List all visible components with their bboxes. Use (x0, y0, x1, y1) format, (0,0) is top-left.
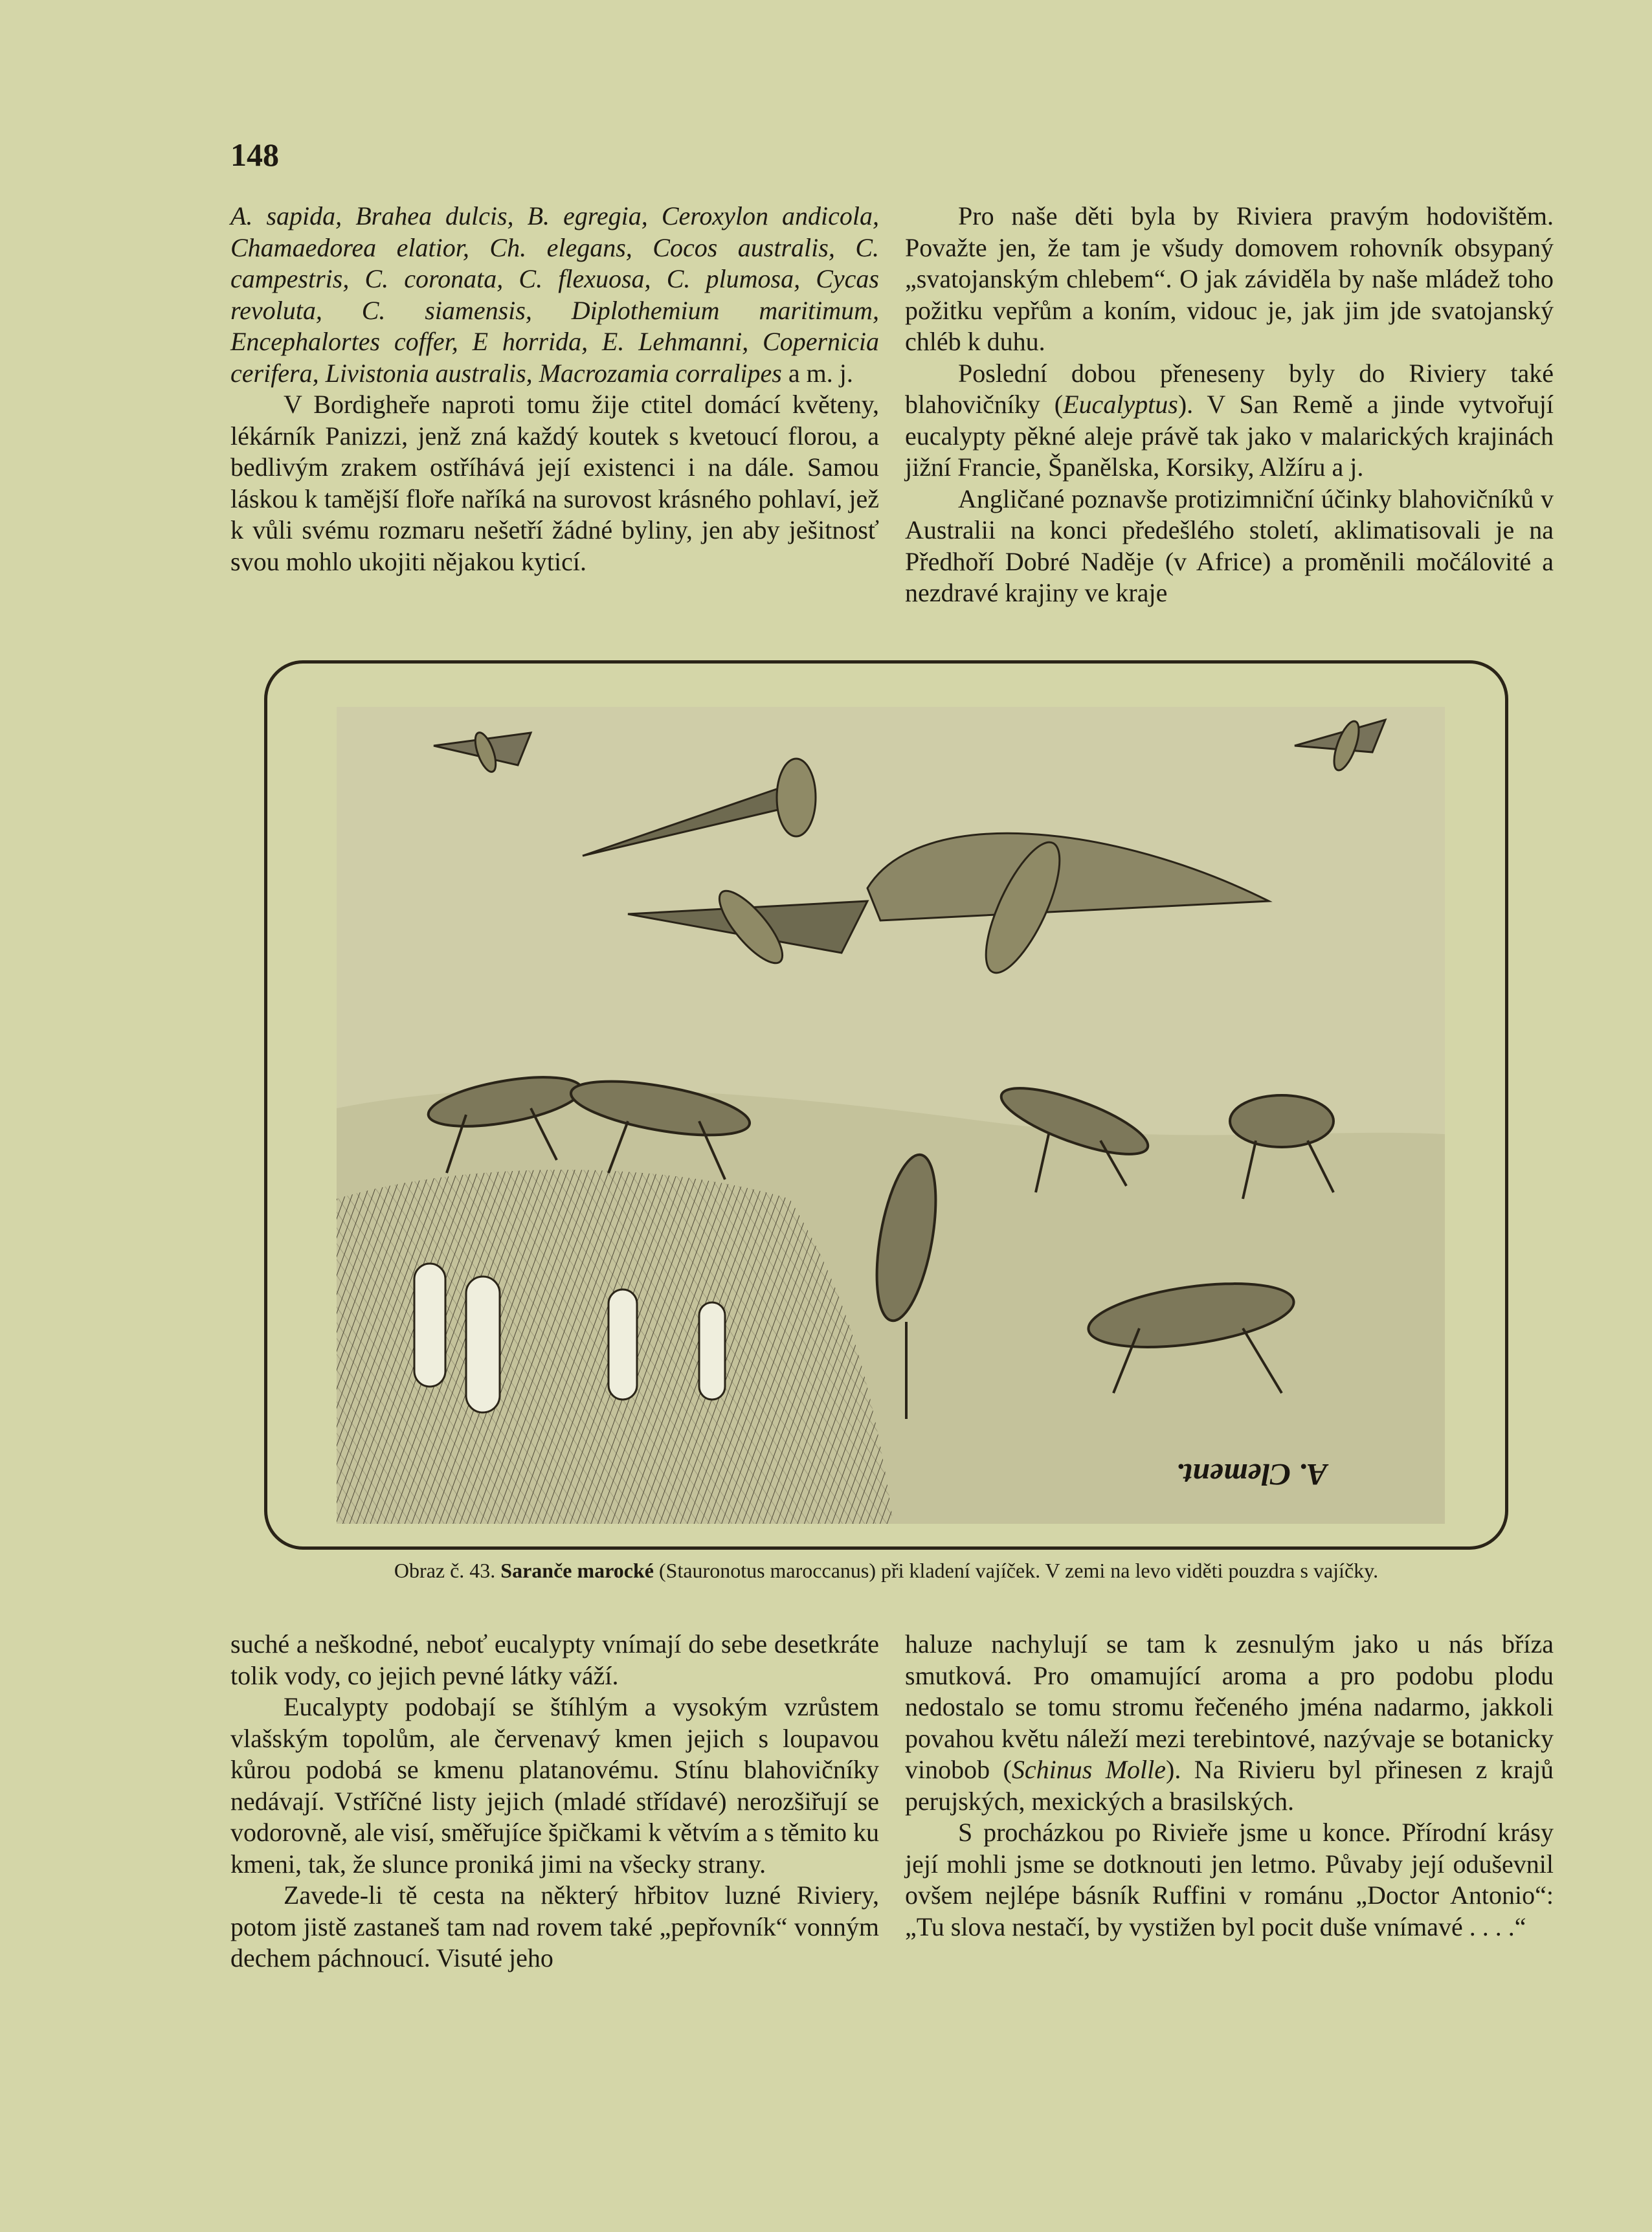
carob-paragraph: Pro naše děti byla by Riviera pravým hodovištěm. Považte jen, že tam je všudy domovem rohovník obsypaný „svatojanským chlebem“. O jak záviděla by naše mládež toho požitku vepřům a koním, vidouc je, jak jim jde svatojanský chléb k duhu. (905, 201, 1554, 356)
egg-pod-4 (699, 1302, 725, 1400)
locust-engraving (337, 707, 1445, 1524)
column-top-right (905, 201, 1554, 609)
englishmen-paragraph: Angličané poznavše protizimniční účinky blahovičníků v Australii na konci předešlého století, aklimatisovali je na Předhoří Dobré Naděje (v Africe) a proměnili močálovité a nezdravé krajiny ve kraje (905, 484, 1554, 607)
dry-paragraph: suché a neškodné, neboť eucalypty vnímají do sebe desetkráte tolik vody, co jejich pevné látky váží. (230, 1629, 879, 1690)
eucalyptus-intro-paragraph (905, 358, 1554, 484)
eucalyptus-latin-name: Eucalyptus (1063, 390, 1178, 419)
egg-pod-1 (414, 1264, 445, 1387)
species-list: A. sapida, Brahea dulcis, B. egregia, Ceroxylon andicola, Chamaedorea elatior, Ch. elegans, Cocos australis, C. campestris, C. coronata, C. flexuosa, C. plumosa, Cycas revoluta, C. siamensis, Diplothemium maritimum, Encephalortes coffer, E horrida, E. Lehmanni, Copernicia cerifera, Livistonia australis, Macrozamia corralipes (230, 201, 879, 388)
eucalyptus-text-a: Poslední dobou přeneseny byly do Riviery také blahovičníky ( (905, 358, 1554, 419)
closing-paragraph: S procházkou po Rivieře jsme u konce. Přírodní krásy její mohli jsme se dotknouti jen letmo. Půvaby její oduševnil ovšem nejlépe básník Ruffini v románu „Doctor Antonio“: „Tu slova nestačí, by vystižen byl pocit duše vnímavé . . . .“ (905, 1818, 1554, 1941)
eucalyptus-text-b: ). V San Remě a jinde vytvořují eucalypty pěkné aleje právě tak jako v malarických krajinách jižní Francie, Španělska, Korsiky, Alžíru a j. (905, 390, 1554, 482)
schinus-latin-name: Schinus Molle (1011, 1755, 1166, 1784)
page-number: 148 (230, 137, 279, 173)
caption-prefix: Obraz č. 43. (394, 1559, 496, 1582)
egg-pod-3 (608, 1289, 637, 1400)
species-suffix: a m. j. (781, 358, 853, 388)
engraving-svg (337, 707, 1445, 1524)
column-bottom-left (230, 1629, 879, 1974)
engraver-signature: A. Clement. (1176, 1457, 1327, 1491)
schinus-paragraph (905, 1629, 1554, 1817)
schinus-text-b: ). Na Rivieru byl přinesen z krajů perujských, mexických a brasilských. (905, 1755, 1554, 1816)
panizzi-paragraph: V Bordigheře naproti tomu žije ctitel domácí květeny, lékárník Panizzi, jenž zná každý koutek s kvetoucí florou, a bedlivým zrakem ostříhává její existenci i na dále. Samou láskou k tamější floře naříká na surovost krásného pohlaví, jež k vůli svému rozmaru nešetří žádné byliny, jen aby ješitnosť svou mohlo ukojiti nějakou kyticí. (230, 390, 879, 576)
cemetery-paragraph: Zavede-li tě cesta na některý hřbitov luzné Riviery, potom jistě zastaneš tam nad rovem také „pepřovník“ vonným dechem páchnoucí. Visuté jeho (230, 1880, 879, 1972)
figure-caption (264, 1557, 1508, 1583)
species-list-paragraph (230, 201, 879, 389)
column-top-left (230, 201, 879, 577)
caption-text: (Stauronotus maroccanus) při kladení vajíček. V zemi na levo viděti pouzdra s vajíčky. (658, 1559, 1379, 1582)
eucalyptus-appearance-paragraph: Eucalypty podobají se štíhlým a vysokým vzrůstem vlašským topolům, ale červenavý kmen jejich s loupavou kůrou podobá se kmenu platanovému. Stínu blahovičníky nedávají. Vstříčné listy jejich (mladé střídavé) nerozšiřují se vodorovně, ale visí, směřujíce špičkami k větvím a s těmito ku kmeni, tak, že slunce proniká jimi na všecky strany. (230, 1692, 880, 1879)
schinus-text-a: haluze nachylují se tam k zesnulým jako u nás bříza smutková. Pro omamující aroma a pro podobu plodu nedostalo se tomu stromu řečeného jména nadarmo, jakkoli povahou květu náleží mezi terebintové, nazývaje se botanicky vinobob ( (905, 1629, 1554, 1784)
caption-title: Saranče marocké (500, 1559, 654, 1582)
column-bottom-right (905, 1629, 1554, 1943)
egg-pod-2 (466, 1277, 500, 1412)
